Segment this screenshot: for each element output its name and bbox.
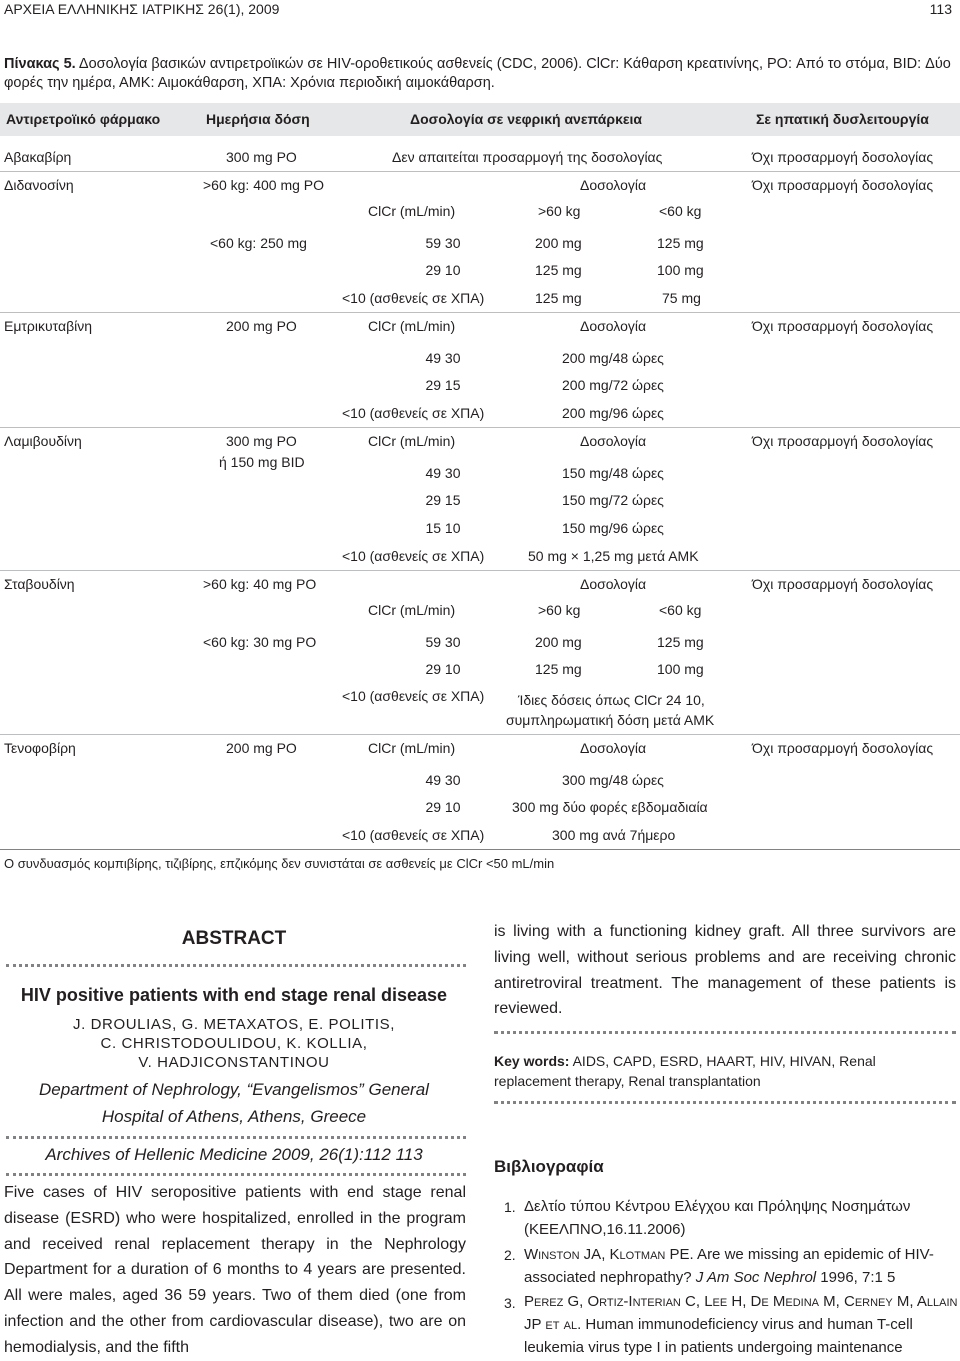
dose-stavudine-2: <60 kg: 30 mg PO [203,634,317,650]
lamivudine-clcr: 15 10 [425,520,461,536]
drug-lamivudine: Λαμιβουδίνη [4,433,82,449]
hepatic-stavudine: Όχι προσαρμογή δοσολογίας [752,576,934,592]
abstract-authors: J. DROULIAS, G. METAXATOS, E. POLITIS, [72,1016,396,1033]
abstract-body-continued: is living with a functioning kidney graft. All three survivors are living well, without serious problems and are receiving chronic antiretroviral treatment. The management of these patients is reviewed. [494,923,956,1018]
drug-stavudine: Σταβουδίνη [4,576,75,592]
caption-label: Πίνακας 5. [4,56,76,72]
hepatic-abacavir: Όχι προσαρμογή δοσολογίας [752,149,934,165]
reference-authors: Perez G, Ortiz-Interian C, Lee H, De Medina M, Cerney M, Allain JP et al. [524,1293,958,1333]
keywords-label: Key words: [494,1053,570,1069]
lamivudine-clcr: <10 (ασθενείς σε ΧΠΑ) [342,548,485,564]
stavudine-weight-2: <60 kg [659,602,702,618]
drug-emtricitabine: Εμτρικυταβίνη [4,318,93,334]
caption-text: Δοσολογία βασικών αντιρετροϊικών σε HIV-οροθετικούς ασθενείς (CDC, 2006). ClCr: Κάθαρση κρεατινίνης, PO: Από το στόμα, BID: Δύο φορές την ημέρα, ΑΜΚ: Αιμοκάθαρση, ΧΠΑ: Χρόνια περιοδική αιμοκάθαρση. [4,56,951,91]
didanosine-dose-a: 125 mg [535,262,582,278]
reference-authors: Winston JA, Klotman PE. [524,1246,694,1263]
stavudine-dose-a: 200 mg [535,634,582,650]
page-number: 113 [929,1,952,17]
reference-item [524,1243,958,1289]
emtricitabine-clcr: 29 15 [425,377,461,393]
lamivudine-dose: 50 mg × 1,25 mg μετά ΑΜΚ [528,548,699,564]
hepatic-tenofovir: Όχι προσαρμογή δοσολογίας [752,740,934,756]
table-footnote: Ο συνδυασμός κομπιβίρης, τιζιβίρης, επζικόμης δεν συνιστάται σε ασθενείς με ClCr <50 mL/min [4,856,555,871]
didanosine-weight-2: <60 kg [659,203,702,219]
didanosine-clcr: 59 30 [425,235,461,251]
stavudine-clcr: 29 10 [425,661,461,677]
reference-tail: 1996, 7:1 5 [816,1269,896,1286]
table-row-divider [0,570,960,571]
dotted-divider [494,1101,956,1104]
didanosine-dose-a: 200 mg [535,235,582,251]
stavudine-weight-1: >60 kg [538,602,581,618]
table-caption [4,55,959,93]
dose-stavudine-1: >60 kg: 40 mg PO [203,576,317,592]
lamivudine-dose: 150 mg/72 ώρες [562,492,664,508]
tenofovir-clcr: 29 10 [425,799,461,815]
reference-item: Δελτίο τύπου Κέντρου Ελέγχου και Πρόληψης Νοσημάτων (ΚΕΕΛΠΝΟ,16.11.2006) [524,1198,911,1238]
dose-lamivudine-2: ή 150 mg BID [219,454,305,470]
abstract-affiliation: Department of Nephrology, “Evangelismos” General [39,1080,429,1099]
lamivudine-dosing-header: Δοσολογία [580,433,647,449]
hepatic-emtricitabine: Όχι προσαρμογή δοσολογίας [752,318,934,334]
hepatic-didanosine: Όχι προσαρμογή δοσολογίας [752,177,934,193]
abstract-affiliation: Hospital of Athens, Athens, Greece [101,1107,367,1126]
lamivudine-clcr: 29 15 [425,492,461,508]
dose-abacavir: 300 mg PO [226,149,297,165]
journal-header: ΑΡΧΕΙΑ ΕΛΛΗΝΙΚΗΣ ΙΑΤΡΙΚΗΣ 26(1), 2009 [4,1,280,17]
reference-number: 2. [504,1247,516,1263]
abstract-title: HIV positive patients with end stage renal disease [20,985,448,1005]
table-header-dose: Ημερήσια δόση [206,111,310,127]
reference-item [524,1290,958,1356]
didanosine-dose-b: 125 mg [657,235,704,251]
dotted-divider [6,964,466,967]
hepatic-lamivudine: Όχι προσαρμογή δοσολογίας [752,433,934,449]
emtricitabine-clcr: 49 30 [425,350,461,366]
table-row-divider [0,312,960,313]
reference-journal: J Am Soc Nephrol [695,1269,817,1286]
emtricitabine-dosing-header: Δοσολογία [580,318,647,334]
lamivudine-dose: 150 mg/48 ώρες [562,465,664,481]
dotted-divider [6,1173,466,1176]
tenofovir-dosing-header: Δοσολογία [580,740,647,756]
drug-tenofovir: Τενοφοβίρη [4,740,76,756]
emtricitabine-clcr: <10 (ασθενείς σε ΧΠΑ) [342,405,485,421]
lamivudine-dose: 150 mg/96 ώρες [562,520,664,536]
table-row-divider [0,171,960,172]
didanosine-dose-b: 100 mg [657,262,704,278]
didanosine-dosing-header: Δοσολογία [580,177,647,193]
keywords [494,1051,956,1091]
drug-didanosine: Διδανοσίνη [4,177,74,193]
abstract-authors: C. CHRISTODOULIDOU, K. KOLLIA, [100,1035,368,1052]
abstract-body: Five cases of HIV seropositive patients with end stage renal disease (ESRD) who were hospitalized, enrolled in the program and received renal replacement therapy in the Nephrology Department for a duration of 6 months to 4 years are presented. All were males, aged 36 59 years. Two of them died (one from infection and the other from cardiovascular disease), two are on hemodialysis, and the fifth [4,1184,466,1356]
dotted-divider [494,1031,956,1034]
emtricitabine-dose: 200 mg/96 ώρες [562,405,664,421]
reference-title: Are we missing an epidemic of HIV-associated nephropathy? [524,1246,934,1286]
tenofovir-clcr-header: ClCr (mL/min) [368,740,456,756]
dose-emtricitabine: 200 mg PO [226,318,297,334]
stavudine-dose-note: Ίδιες δόσεις όπως ClCr 24 10, [518,692,705,708]
dose-lamivudine-1: 300 mg PO [226,433,297,449]
abstract-heading: ABSTRACT [181,928,287,949]
table-row-divider [0,734,960,735]
tenofovir-clcr: 49 30 [425,772,461,788]
didanosine-weight-1: >60 kg [538,203,581,219]
emtricitabine-dose: 200 mg/72 ώρες [562,377,664,393]
stavudine-dose-b: 100 mg [657,661,704,677]
table-header-hepatic: Σε ηπατική δυσλειτουργία [756,111,929,127]
reference-title: Human immunodeficiency virus and human T-cell leukemia virus type I in patients undergoing maintenance [524,1316,913,1356]
drug-abacavir: Αβακαβίρη [4,149,72,165]
stavudine-clcr-header: ClCr (mL/min) [368,602,456,618]
lamivudine-clcr-header: ClCr (mL/min) [368,433,456,449]
stavudine-dose-note: συμπληρωματική δόση μετά ΑΜΚ [506,712,715,728]
keywords-text: AIDS, CAPD, ESRD, HAART, HIV, HIVAN, Renal replacement therapy, Renal transplantation [494,1053,876,1089]
tenofovir-dose: 300 mg δύο φορές εβδομαδιαία [512,799,708,815]
reference-number: 1. [504,1199,516,1215]
abstract-citation: Archives of Hellenic Medicine 2009, 26(1):112 113 [45,1145,423,1164]
tenofovir-clcr: <10 (ασθενείς σε ΧΠΑ) [342,827,485,843]
table-header-renal: Δοσολογία σε νεφρική ανεπάρκεια [410,111,643,127]
dose-tenofovir: 200 mg PO [226,740,297,756]
didanosine-clcr: <10 (ασθενείς σε ΧΠΑ) [342,290,485,306]
table-header-drug: Αντιρετροϊικό φάρμακο [6,111,161,127]
dose-didanosine-2: <60 kg: 250 mg [210,235,307,251]
emtricitabine-dose: 200 mg/48 ώρες [562,350,664,366]
references-heading: Βιβλιογραφία [494,1157,604,1176]
abstract-authors: V. HADJICONSTANTINOU [138,1054,330,1071]
stavudine-dose-a: 125 mg [535,661,582,677]
didanosine-dose-b: 75 mg [662,290,701,306]
stavudine-clcr: <10 (ασθενείς σε ΧΠΑ) [342,688,485,704]
renal-abacavir: Δεν απαιτείται προσαρμογή της δοσολογίας [392,149,663,165]
dose-didanosine-1: >60 kg: 400 mg PO [203,177,325,193]
didanosine-clcr: 29 10 [425,262,461,278]
stavudine-dose-b: 125 mg [657,634,704,650]
reference-number: 3. [504,1295,516,1311]
lamivudine-clcr: 49 30 [425,465,461,481]
didanosine-clcr-header: ClCr (mL/min) [368,203,456,219]
emtricitabine-clcr-header: ClCr (mL/min) [368,318,456,334]
tenofovir-dose: 300 mg ανά 7ήμερο [552,827,676,843]
dotted-divider [6,1136,466,1139]
didanosine-dose-a: 125 mg [535,290,582,306]
table-bottom-rule [0,849,960,850]
stavudine-dosing-header: Δοσολογία [580,576,647,592]
stavudine-clcr: 59 30 [425,634,461,650]
table-row-divider [0,427,960,428]
tenofovir-dose: 300 mg/48 ώρες [562,772,664,788]
